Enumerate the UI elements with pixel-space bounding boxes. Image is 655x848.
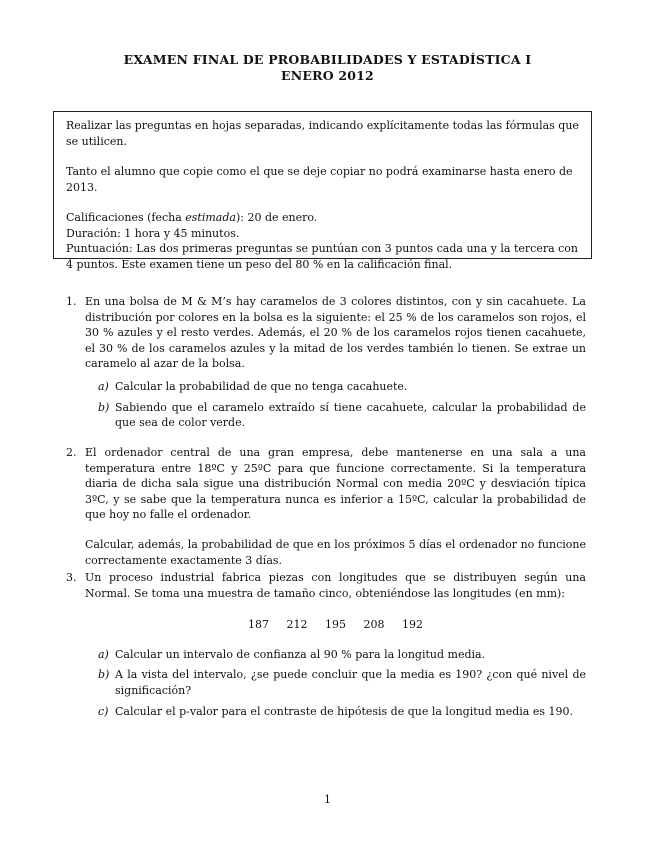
question-1-number: 1.	[66, 295, 77, 308]
instruction-scoring: Puntuación: Las dos primeras preguntas se puntúan con 3 puntos cada una y la tercera con 4 puntos. Este examen tiene un peso del 80 % en la calificación final.	[66, 242, 579, 271]
question-2-extra-text: Calcular, además, la probabilidad de que en los próximos 5 días el ordenador no funcione correctamente exactamente 3 días.	[85, 537, 586, 567]
sample-values	[85, 617, 586, 633]
sample-value: 212	[286, 618, 308, 632]
sample-value: 208	[363, 618, 385, 632]
question-2	[66, 445, 586, 568]
part-text: Calcular un intervalo de confianza al 90 % para la longitud media.	[115, 647, 486, 661]
part-label: b)	[98, 400, 110, 414]
question-1-text: En una bolsa de M & M’s hay caramelos de 3 colores distintos, con y sin cacahuete. La distribución por colores en la bolsa es la siguiente: el 25 % de los caramelos son rojos, el 30 % azules y el resto verdes. Además, el 20 % de los caramelos rojos tienen cacahuete, el 30 % de los caramelos azules y la mitad de los verdes también lo tienen. Se extrae un caramelo al azar de la bolsa.	[85, 295, 586, 371]
page-number: 1	[324, 793, 331, 806]
instruction-duration: Duración: 1 hora y 45 minutos.	[66, 226, 240, 240]
part-label: a)	[98, 379, 109, 393]
question-3	[66, 570, 586, 719]
question-3-text: Un proceso industrial fabrica piezas con longitudes que se distribuyen según una Normal. Se toma una muestra de tamaño cinco, obteniéndose las longitudes (en mm):	[85, 571, 586, 600]
instruction-separate-sheets: Realizar las preguntas en hojas separadas, indicando explícitamente todas las fórmulas que se utilicen.	[66, 119, 579, 148]
sample-value: 187	[248, 618, 269, 632]
question-2-text: El ordenador central de una gran empresa, debe mantenerse en una sala a una temperatura entre 18ºC y 25ºC para que funcione correctamente. Si la temperatura diaria de dicha sala sigue una distribución Normal con media 20ºC y desviación típica 3ºC, y se sabe que la temperatura nunca es inferior a 15ºC, calcular la probabilidad de que hoy no falle el ordenador.	[85, 446, 586, 522]
part-text: Calcular el p-valor para el contraste de hipótesis de que la longitud media es 190.	[115, 704, 573, 718]
question-2-number: 2.	[66, 446, 77, 459]
exam-title	[0, 52, 655, 84]
question-1	[66, 294, 586, 431]
instructions-box	[53, 111, 592, 271]
part-text: Calcular la probabilidad de que no tenga cacahuete.	[115, 379, 408, 393]
part-text: A la vista del intervalo, ¿se puede concluir que la media es 190? ¿con qué nivel de significación?	[115, 668, 586, 697]
instruction-copy-policy: Tanto el alumno que copie como el que se deje copiar no podrá examinarse hasta enero de 2013.	[66, 165, 573, 194]
part-label: a)	[98, 647, 109, 661]
grades-suffix: ): 20 de enero.	[235, 211, 318, 224]
grades-prefix: Calificaciones (fecha	[66, 211, 186, 224]
question-3-part-a	[98, 647, 586, 663]
sample-value: 195	[325, 618, 346, 632]
sample-value: 192	[402, 618, 423, 632]
question-3-number: 3.	[66, 571, 77, 584]
instruction-grades-date	[66, 210, 579, 226]
question-1-part-a	[98, 379, 586, 395]
question-1-part-b	[98, 400, 586, 431]
title-line-2: ENERO 2012	[281, 68, 374, 83]
part-label: b)	[98, 668, 110, 682]
title-line-1: EXAMEN FINAL DE PROBABILIDADES Y ESTADÍSTICA I	[123, 52, 532, 67]
part-text: Sabiendo que el caramelo extraído sí tiene cacahuete, calcular la probabilidad de que sea de color verde.	[115, 400, 586, 430]
part-label: c)	[98, 704, 109, 718]
question-3-part-b	[98, 667, 586, 698]
grades-emphasis: estimada	[185, 211, 236, 224]
question-3-part-c	[98, 704, 586, 720]
